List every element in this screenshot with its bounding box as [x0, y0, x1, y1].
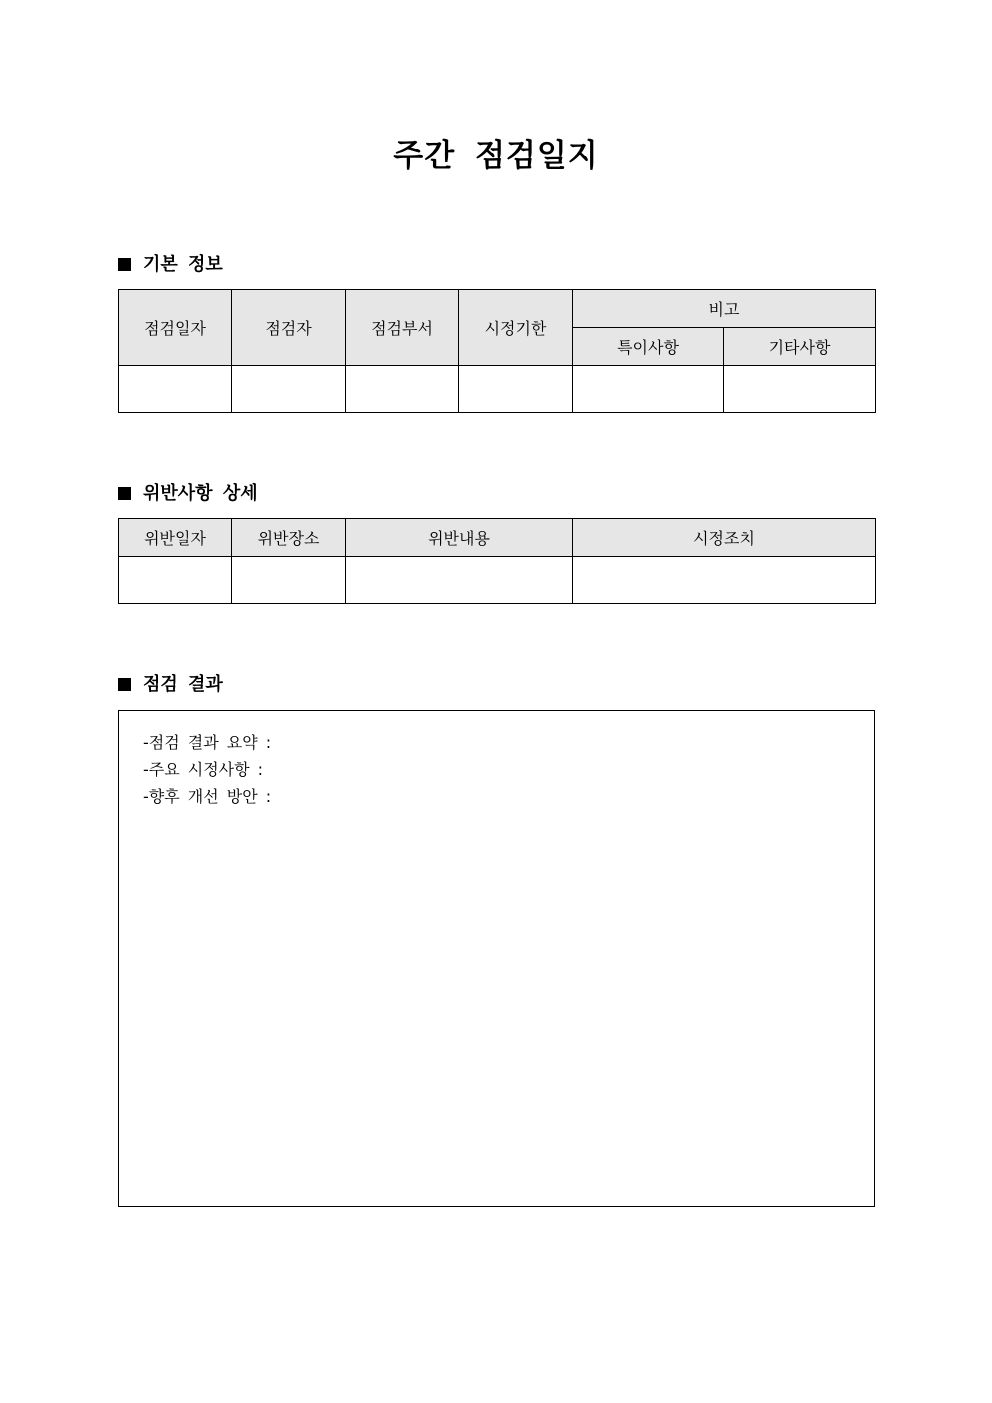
section-heading-violations: [118, 481, 258, 507]
header-violation-place: 위반장소: [232, 519, 346, 557]
page-title: 주간 점검일지: [393, 138, 599, 174]
section-heading-label: 기본 정보: [143, 254, 223, 275]
header-correction-deadline: 시정기한: [459, 290, 573, 366]
cell-special-notes[interactable]: [573, 366, 724, 413]
violations-table: [118, 518, 876, 604]
header-inspection-dept: 점검부서: [346, 290, 459, 366]
cell-violation-date[interactable]: [119, 557, 232, 604]
table-row: [119, 557, 876, 604]
square-bullet-icon: [118, 487, 131, 500]
section-heading-label: 점검 결과: [143, 674, 223, 695]
cell-inspector[interactable]: [232, 366, 346, 413]
square-bullet-icon: [118, 678, 131, 691]
header-corrective-action: 시정조치: [573, 519, 876, 557]
cell-violation-place[interactable]: [232, 557, 346, 604]
section-heading-results: [118, 672, 223, 698]
results-lines: [143, 729, 271, 810]
table-row: [119, 366, 876, 413]
cell-inspection-dept[interactable]: [346, 366, 459, 413]
cell-inspection-date[interactable]: [119, 366, 232, 413]
cell-other-notes[interactable]: [724, 366, 876, 413]
result-summary-line: -점검 결과 요약 :: [143, 733, 272, 752]
cell-violation-content[interactable]: [346, 557, 573, 604]
header-violation-content: 위반내용: [346, 519, 573, 557]
results-box[interactable]: [118, 710, 875, 1207]
header-remarks: 비고: [573, 290, 876, 328]
header-inspector: 점검자: [232, 290, 346, 366]
header-inspection-date: 점검일자: [119, 290, 232, 366]
section-heading-basic-info: [118, 252, 223, 278]
section-heading-label: 위반사항 상세: [143, 483, 258, 504]
square-bullet-icon: [118, 258, 131, 271]
basic-info-table: [118, 289, 876, 413]
main-corrections-line: -주요 시정사항 :: [143, 760, 264, 779]
header-violation-date: 위반일자: [119, 519, 232, 557]
header-other-notes: 기타사항: [724, 328, 876, 366]
improvement-plan-line: -향후 개선 방안 :: [143, 787, 272, 806]
header-special-notes: 특이사항: [573, 328, 724, 366]
cell-correction-deadline[interactable]: [459, 366, 573, 413]
cell-corrective-action[interactable]: [573, 557, 876, 604]
